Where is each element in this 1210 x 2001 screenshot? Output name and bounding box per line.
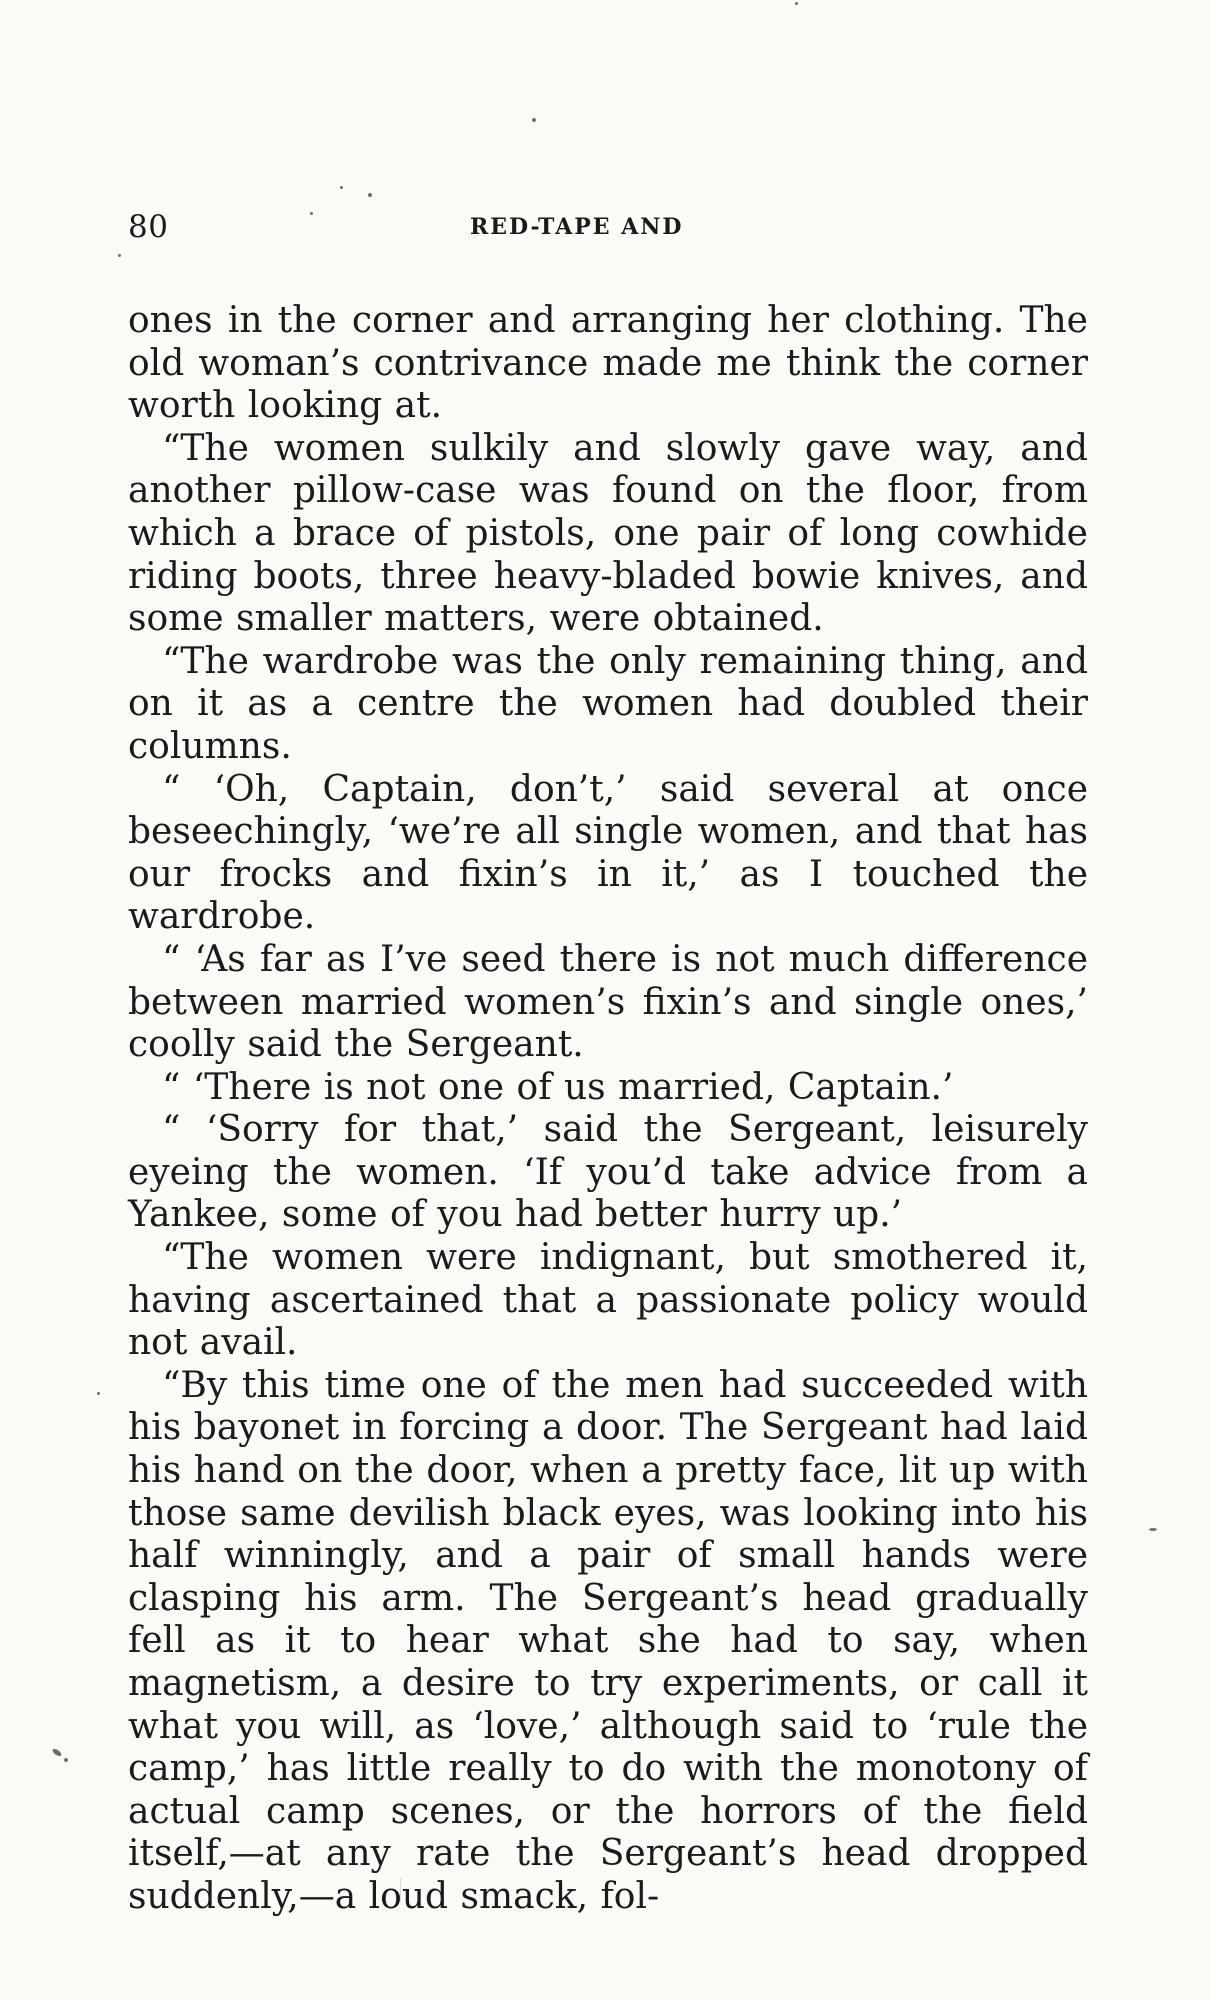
paragraph: “ ‘Sorry for that,’ said the Sergeant, leisurely eyeing the women. ‘If you’d take advice from a Yankee, some of you had better hurry up.’ [128,1109,1088,1236]
running-head-title: RED-TAPE AND [470,214,684,240]
scan-speck [532,118,536,122]
page-body [128,300,1088,1919]
paragraph: “The women sulkily and slowly gave way, and another pillow-case was found on the floor, from which a brace of pistols, one pair of long cowhide riding boots, three heavy-bladed bowie knives, and some smaller matters, were obtained. [128,427,1088,640]
paragraph: “By this time one of the men had succeeded with his bayonet in forcing a door. The Sergeant had laid his hand on the door, when a pretty face, lit up with those same devilish black eyes, was looking into his half winningly, and a pair of small hands were clasping his arm. The Sergeant’s head gradually fell as it to hear what she had to say, when magnetism, a desire to try experiments, or call it what you will, as ‘love,’ although said to ‘rule the camp,’ has little really to do with the monotony of actual camp scenes, or the horrors of the field itself,—at any rate the Sergeant’s head dropped suddenly,—a loud smack, fol- [128,1364,1088,1917]
paragraph: ones in the corner and arranging her clothing. The old woman’s contrivance made me think the corner worth looking at. [128,300,1088,427]
scan-speck [368,193,372,197]
scan-speck [340,186,343,189]
paragraph: “ ‘Oh, Captain, don’t,’ said several at once beseechingly, ‘we’re all single women, and that has our frocks and fixin’s in it,’ as I touched the wardrobe. [128,768,1088,938]
paragraph: “The women were indignant, but smothered it, having ascertained that a passionate policy would not avail. [128,1237,1088,1364]
scan-speck [97,1392,100,1395]
paragraph: “ ‘There is not one of us married, Captain.’ [162,1066,954,1108]
scan-speck [795,2,798,5]
running-head [0,207,1210,247]
paragraph: “ ‘As far as I’ve seed there is not much difference between married women’s fixin’s and single ones,’ coolly said the Sergeant. [128,938,1088,1066]
page-number: 80 [128,209,169,245]
scan-speck [118,254,121,257]
scan-speck [64,1758,68,1762]
paragraph: “The wardrobe was the only remaining thing, and on it as a centre the women had doubled their columns. [128,640,1088,767]
scan-speck [51,1748,62,1758]
scan-speck [1149,1528,1157,1531]
